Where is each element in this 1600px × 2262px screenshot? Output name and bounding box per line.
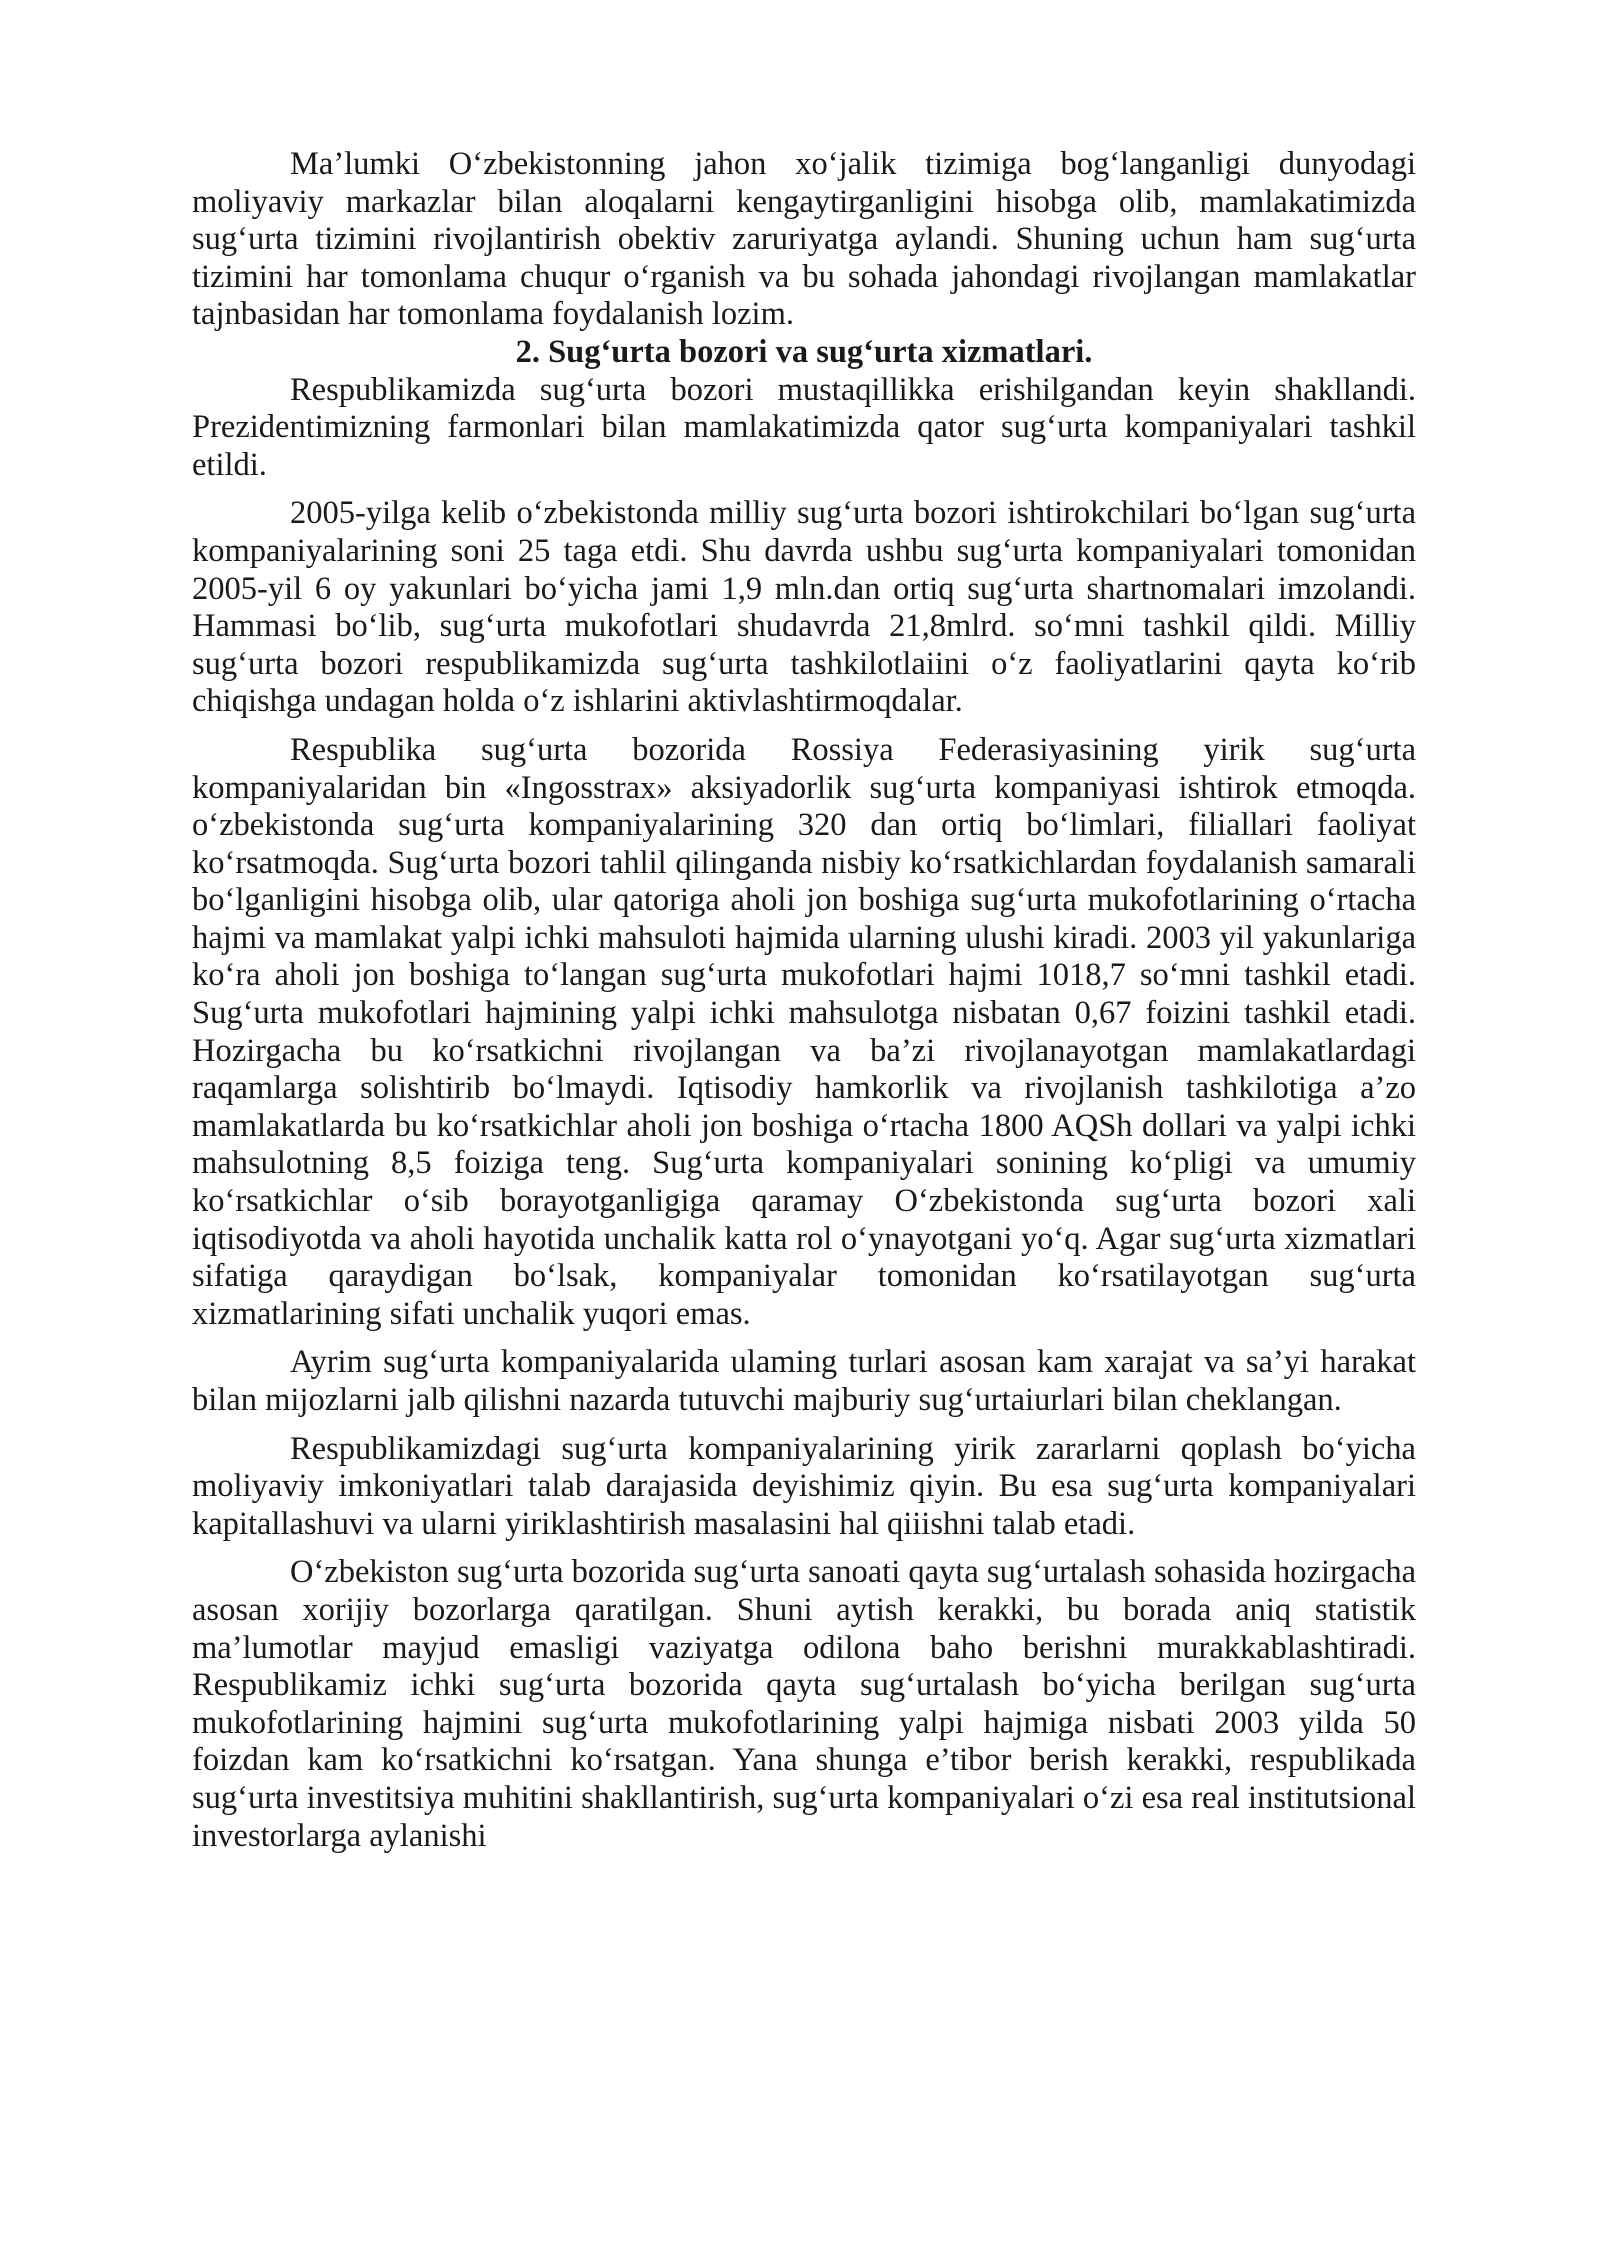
paragraph-6: O‘zbekiston sug‘urta bozorida sug‘urta sanoati qayta sug‘urtalash sohasida hozirgacha asosan xorijiy bozorlarga qaratilgan. Shuni aytish kerakki, bu borada aniq statistik ma’lumotlar mayjud emasligi vaziyatga odilona baho berishni murakkablashtiradi. Respublikamiz ichki sug‘urta bozorida qayta sug‘urtalash bo‘yicha berilgan sug‘urta mukofotlarining hajmini sug‘urta mukofotlarining yalpi hajmiga nisbati 2003 yilda 50 foizdan kam ko‘rsatkichni ko‘rsatgan. Yana shunga e’tibor berish kerakki, respublikada sug‘urta investitsiya muhitini shakllantirish, sug‘urta kompaniyalari o‘zi esa real institutsional investorlarga aylanishi	[192, 1554, 1416, 1854]
document-page	[192, 146, 1416, 1866]
paragraph-4: Ayrim sug‘urta kompaniyalarida ulaming turlari asosan kam xarajat va sa’yi harakat bilan mijozlarni jalb qilishni nazarda tutuvchi majburiy sug‘urtaiurlari bilan cheklangan.	[192, 1344, 1416, 1418]
paragraph-2: 2005-yilga kelib o‘zbekistonda milliy sug‘urta bozori ishtirokchilari bo‘lgan sug‘urta kompaniyalarining soni 25 taga etdi. Shu davrda ushbu sug‘urta kompaniyalari tomonidan 2005-yil 6 oy yakunlari bo‘yicha jami 1,9 mln.dan ortiq sug‘urta shartnomalari imzolandi. Hammasi bo‘lib, sug‘urta mukofotlari shudavrda 21,8mlrd. so‘mni tashkil qildi. Milliy sug‘urta bozori respublikamizda sug‘urta tashkilotlaiini o‘z faoliyatlarini qayta ko‘rib chiqishga undagan holda o‘z ishlarini aktivlashtirmoqdalar.	[192, 495, 1416, 720]
section-heading: 2. Sug‘urta bozori va sug‘urta xizmatlari.	[515, 333, 1093, 370]
intro-paragraph: Ma’lumki O‘zbekistonning jahon xo‘jalik tizimiga bog‘langanligi dunyodagi moliyaviy markazlar bilan aloqalarni kengaytirganligini hisobga olib, mamlakatimizda sug‘urta tizimini rivojlantirish obektiv zaruriyatga aylandi. Shuning uchun ham sug‘urta tizimini har tomonlama chuqur o‘rganish va bu sohada jahondagi rivojlangan mamlakatlar tajnbasidan har tomonlama foydalanish lozim.	[192, 146, 1416, 333]
paragraph-3: Respublika sug‘urta bozorida Rossiya Federasiyasining yirik sug‘urta kompaniyalaridan bin «Ingosstrax» aksiyadorlik sug‘urta kompaniyasi ishtirok etmoqda. o‘zbekistonda sug‘urta kompaniyalarining 320 dan ortiq bo‘limlari, filiallari faoliyat ko‘rsatmoqda. Sug‘urta bozori tahlil qilinganda nisbiy ko‘rsatkichlardan foydalanish samarali bo‘lganligini hisobga olib, ular qatoriga aholi jon boshiga sug‘urta mukofotlarining o‘rtacha hajmi va mamlakat yalpi ichki mahsuloti hajmida ularning ulushi kiradi. 2003 yil yakunlariga ko‘ra aholi jon boshiga to‘langan sug‘urta mukofotlari hajmi 1018,7 so‘mni tashkil etadi. Sug‘urta mukofotlari hajmining yalpi ichki mahsulotga nisbatan 0,67 foizini tashkil etadi. Hozirgacha bu ko‘rsatkichni rivojlangan va ba’zi rivojlanayotgan mamlakatlardagi raqamlarga solishtirib bo‘lmaydi. Iqtisodiy hamkorlik va rivojlanish tashkilotiga a’zo mamlakatlarda bu ko‘rsatkichlar aholi jon boshiga o‘rtacha 1800 AQSh dollari va yalpi ichki mahsulotning 8,5 foiziga teng. Sug‘urta kompaniyalari sonining ko‘pligi va umumiy ko‘rsatkichlar o‘sib borayotganligiga qaramay O‘zbekistonda sug‘urta bozori xali iqtisodiyotda va aholi hayotida unchalik katta rol o‘ynayotgani yo‘q. Agar sug‘urta xizmatlari sifatiga qaraydigan bo‘lsak, kompaniyalar tomonidan ko‘rsatilayotgan sug‘urta xizmatlarining sifati unchalik yuqori emas.	[192, 731, 1416, 1332]
paragraph-5: Respublikamizdagi sug‘urta kompaniyalarining yirik zararlarni qoplash bo‘yicha moliyaviy imkoniyatlari talab darajasida deyishimiz qiyin. Bu esa sug‘urta kompaniyalari kapitallashuvi va ularni yiriklashtirish masalasini hal qiiishni talab etadi.	[192, 1430, 1416, 1542]
paragraph-1: Respublikamizda sug‘urta bozori mustaqillikka erishilgandan keyin shakllandi. Prezidentimizning farmonlari bilan mamlakatimizda qator sug‘urta kompaniyalari tashkil etildi.	[192, 371, 1416, 483]
